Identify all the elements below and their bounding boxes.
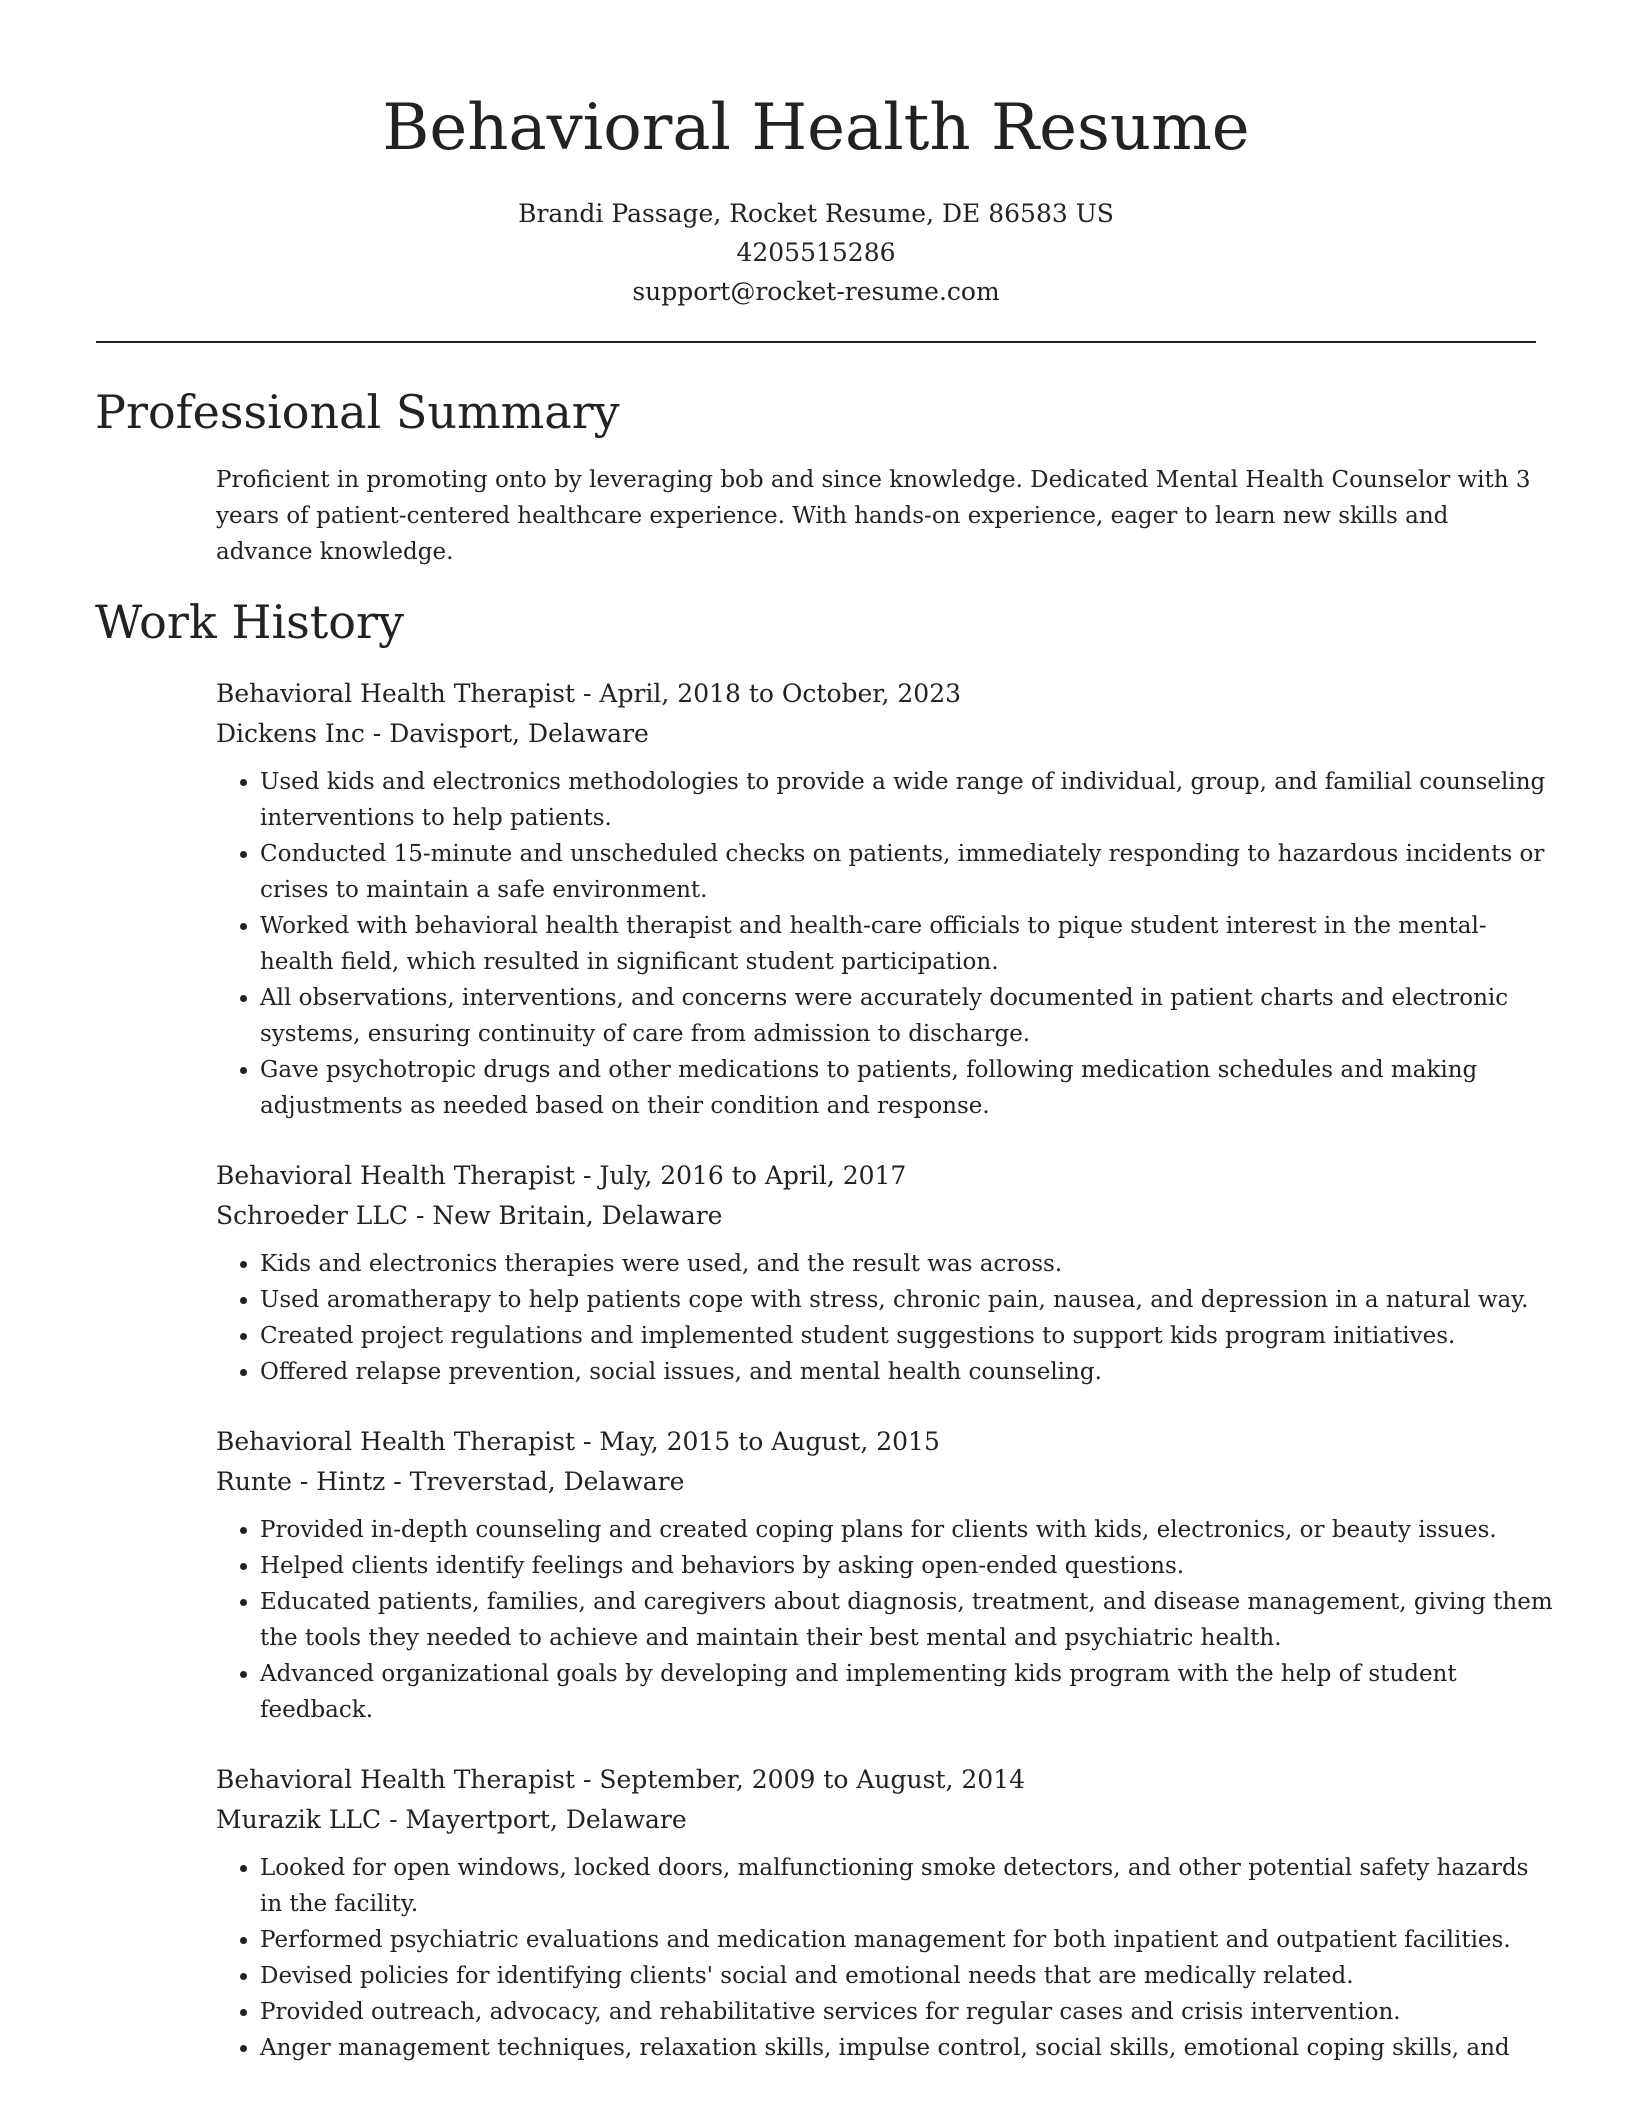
job-entry (216, 1156, 1556, 1390)
job-company-line: Dickens Inc - Davisport, Delaware (216, 719, 649, 748)
job-bullets (216, 1512, 1556, 1728)
job-company-line: Murazik LLC - Mayertport, Delaware (216, 1805, 687, 1834)
job-bullet: • Provided in-depth counseling and created coping plans for clients with kids, electronics, or beauty issues. (260, 1512, 1556, 1548)
job-bullet: • Advanced organizational goals by developing and implementing kids program with the help of student feedback. (260, 1656, 1556, 1728)
job-title: Behavioral Health Therapist (216, 1765, 576, 1794)
job-bullet: • Offered relapse prevention, social issues, and mental health counseling. (260, 1354, 1556, 1390)
job-company: Schroeder LLC (216, 1201, 409, 1230)
job-bullet: • Looked for open windows, locked doors, malfunctioning smoke detectors, and other potential safety hazards in the facility. (260, 1850, 1556, 1922)
job-title: Behavioral Health Therapist (216, 1161, 576, 1190)
resume-title: Behavioral Health Resume (382, 91, 1250, 165)
contact-block (0, 194, 1632, 311)
job-title-line: Behavioral Health Therapist - April, 2018 to October, 2023 (216, 679, 962, 708)
job-company-line: Runte - Hintz - Treverstad, Delaware (216, 1467, 685, 1496)
job-bullet: • Devised policies for identifying clients' social and emotional needs that are medically related. (260, 1958, 1556, 1994)
job-title-line: Behavioral Health Therapist - July, 2016 to April, 2017 (216, 1161, 907, 1190)
work-history-list (216, 674, 1556, 2098)
job-bullet: • Helped clients identify feelings and behaviors by asking open-ended questions. (260, 1548, 1556, 1584)
job-title-line: Behavioral Health Therapist - September, 2009 to August, 2014 (216, 1765, 1026, 1794)
job-dates: September, 2009 to August, 2014 (599, 1765, 1026, 1794)
job-company: Dickens Inc (216, 719, 365, 748)
contact-phone: 4205515286 (736, 238, 896, 267)
job-bullet: • Provided outreach, advocacy, and rehabilitative services for regular cases and crisis intervention. (260, 1994, 1556, 2030)
job-bullet: • All observations, interventions, and concerns were accurately documented in patient charts and electronic systems, ensuring continuity of care from admission to discharge. (260, 980, 1556, 1052)
job-company: Runte - Hintz (216, 1467, 386, 1496)
job-bullet: • Used kids and electronics methodologies to provide a wide range of individual, group, and familial counseling interventions to help patients. (260, 764, 1556, 836)
job-dates: July, 2016 to April, 2017 (599, 1161, 907, 1190)
job-bullets (216, 764, 1556, 1124)
job-location: Treverstad, Delaware (409, 1467, 685, 1496)
job-bullet: • Kids and electronics therapies were used, and the result was across. (260, 1246, 1556, 1282)
job-bullet: • Conducted 15-minute and unscheduled checks on patients, immediately responding to hazardous incidents or crises to maintain a safe environment. (260, 836, 1556, 908)
job-bullet: • Worked with behavioral health therapist and health-care officials to pique student interest in the mental-health field, which resulted in significant student participation. (260, 908, 1556, 980)
job-company: Murazik LLC (216, 1805, 382, 1834)
job-bullet: • Educated patients, families, and caregivers about diagnosis, treatment, and disease management, giving them the tools they needed to achieve and maintain their best mental and psychiatric health. (260, 1584, 1556, 1656)
job-dates: May, 2015 to August, 2015 (599, 1427, 940, 1456)
job-location: Davisport, Delaware (389, 719, 649, 748)
job-location: New Britain, Delaware (432, 1201, 723, 1230)
job-bullets (216, 1850, 1556, 2066)
job-entry (216, 674, 1556, 1124)
job-entry (216, 1760, 1556, 2066)
job-bullet: • Anger management techniques, relaxation skills, impulse control, social skills, emotional coping skills, and (260, 2030, 1556, 2066)
job-dates: April, 2018 to October, 2023 (599, 679, 962, 708)
job-bullets (216, 1246, 1556, 1390)
job-title: Behavioral Health Therapist (216, 1427, 576, 1456)
job-entry (216, 1422, 1556, 1728)
contact-address: Brandi Passage, Rocket Resume, DE 86583 US (518, 199, 1114, 228)
job-bullet: • Used aromatherapy to help patients cope with stress, chronic pain, nausea, and depression in a natural way. (260, 1282, 1556, 1318)
resume-header (0, 0, 1632, 311)
job-bullet: • Performed psychiatric evaluations and medication management for both inpatient and outpatient facilities. (260, 1922, 1556, 1958)
job-company-line: Schroeder LLC - New Britain, Delaware (216, 1201, 723, 1230)
job-bullet: • Created project regulations and implemented student suggestions to support kids program initiatives. (260, 1318, 1556, 1354)
summary-text: Proficient in promoting onto by leveraging bob and since knowledge. Dedicated Mental Health Counselor with 3 years of patient-centered healthcare experience. With hands-on experience, eager to learn new skills and advance knowledge. (216, 467, 1531, 565)
work-history-heading: Work History (95, 595, 404, 649)
job-bullet: • Gave psychotropic drugs and other medications to patients, following medication schedules and making adjustments as needed based on their condition and response. (260, 1052, 1556, 1124)
contact-email: support@rocket-resume.com (632, 277, 1000, 306)
job-title: Behavioral Health Therapist (216, 679, 576, 708)
header-divider (96, 341, 1536, 343)
summary-heading: Professional Summary (95, 385, 620, 439)
job-location: Mayertport, Delaware (405, 1805, 687, 1834)
job-title-line: Behavioral Health Therapist - May, 2015 to August, 2015 (216, 1427, 940, 1456)
